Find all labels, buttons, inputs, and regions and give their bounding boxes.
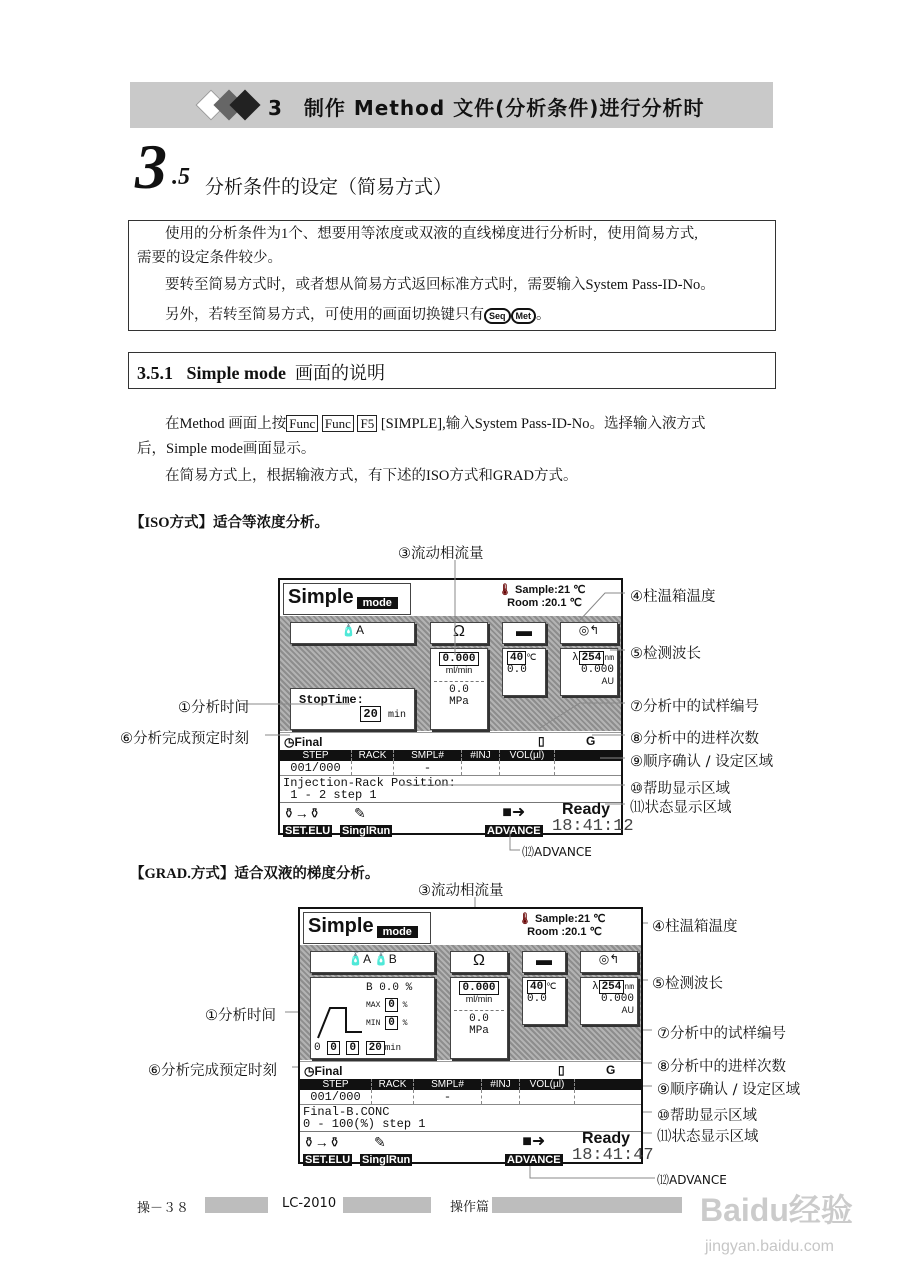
time-0: 0 bbox=[314, 1042, 321, 1054]
elution-icon: ⚱→⚱ bbox=[283, 805, 321, 821]
page-number: 操－３８ bbox=[137, 1201, 190, 1216]
detector-button[interactable] bbox=[580, 951, 638, 973]
flow-unit: ml/min bbox=[445, 665, 473, 675]
set-elu-label: SET.ELU bbox=[305, 1154, 351, 1166]
final-label: Final bbox=[314, 1064, 343, 1078]
stoptime-label: StopTime: bbox=[299, 693, 364, 707]
pct-unit: % bbox=[402, 1019, 408, 1028]
absorb-unit: AU bbox=[621, 1005, 634, 1015]
injection-icon: G bbox=[586, 734, 596, 748]
flow-value[interactable]: 0.000 bbox=[439, 652, 478, 666]
clock-icon: ◷ bbox=[284, 735, 295, 749]
callout-sequence: ⑨顺序确认 / 设定区域 bbox=[630, 754, 774, 770]
seq-key-icon: Seq bbox=[484, 308, 511, 324]
detector-icon: ◎↰ bbox=[598, 952, 620, 966]
wl-unit: nm bbox=[624, 983, 634, 992]
col-step: STEP bbox=[300, 1079, 372, 1090]
watermark-url: jingyan.baidu.com bbox=[705, 1238, 834, 1255]
cell-step: 001/000 bbox=[300, 1090, 372, 1104]
wavelength-value[interactable]: 254 bbox=[579, 651, 605, 665]
col-vol: VOL(µl) bbox=[520, 1079, 575, 1090]
col-step: STEP bbox=[280, 750, 352, 761]
callout-sample-no: ⑦分析中的试样编号 bbox=[630, 699, 759, 715]
callout-sequence: ⑨顺序确认 / 设定区域 bbox=[657, 1082, 801, 1098]
intro-text: 要转至简易方式时，或者想从简易方式返回标准方式时，需要输入System Pass-ID-No。 bbox=[165, 277, 715, 293]
para-text: 后，Simple mode画面显示。 bbox=[137, 441, 316, 457]
callout-help: ⑩帮助显示区域 bbox=[630, 781, 730, 797]
advance-label: ADVANCE bbox=[487, 825, 541, 837]
watermark-logo: Baidu经验 bbox=[700, 1192, 853, 1228]
cell-smpl: - bbox=[414, 1090, 482, 1104]
pct-unit: % bbox=[402, 1001, 408, 1010]
solvent-a-label: A bbox=[363, 952, 371, 966]
status-text: Ready bbox=[582, 1130, 631, 1147]
set-elu-button[interactable] bbox=[303, 1134, 352, 1166]
met-key-icon: Met bbox=[511, 308, 537, 324]
footer-bar bbox=[205, 1197, 268, 1213]
help-area bbox=[303, 1106, 425, 1130]
para-part: 在Method 画面上按 bbox=[165, 416, 287, 432]
time-1[interactable]: 0 bbox=[327, 1041, 340, 1055]
col-inj: #INJ bbox=[482, 1079, 520, 1090]
sequence-table-header bbox=[300, 1079, 641, 1090]
solvent-a-label: A bbox=[355, 623, 364, 637]
mode-badge: mode bbox=[377, 926, 418, 938]
temp-actual: 0.0 bbox=[507, 664, 527, 676]
vial-icon: ▯ bbox=[538, 734, 545, 748]
chapter-title: 3 制作 Method 文件(分析条件)进行分析时 bbox=[268, 96, 705, 120]
temp-unit: ℃ bbox=[546, 982, 557, 992]
room-temp: Room :20.1 ℃ bbox=[527, 926, 602, 938]
callout-oven-temp: ④柱温箱温度 bbox=[652, 919, 738, 935]
pct-unit: % bbox=[405, 982, 413, 994]
callout-help: ⑩帮助显示区域 bbox=[657, 1108, 757, 1124]
solvent-b-label: B bbox=[388, 952, 397, 966]
help-line: 1 - 2 step 1 bbox=[283, 788, 377, 802]
temp-panel bbox=[522, 977, 566, 1025]
help-line: 0 - 100(%) step 1 bbox=[303, 1117, 426, 1131]
elution-icon: ⚱→⚱ bbox=[303, 1134, 341, 1150]
intro-text: 使用的分析条件为1个、想要用等浓度或双液的直线梯度进行分析时，使用简易方式, bbox=[165, 226, 698, 242]
absorb-unit: AU bbox=[601, 676, 614, 686]
subsection-number: 3.5.1 bbox=[137, 363, 173, 383]
min-unit: min bbox=[387, 710, 406, 721]
vial-icon: ▯ bbox=[558, 1063, 565, 1077]
callout-wavelength: ⑤检测波长 bbox=[652, 976, 723, 992]
time-2[interactable]: 0 bbox=[346, 1041, 359, 1055]
subsection-title-cn: 画面的说明 bbox=[295, 363, 386, 384]
callout-sample-no: ⑦分析中的试样编号 bbox=[657, 1026, 786, 1042]
callout-status: ⑾状态显示区域 bbox=[630, 800, 732, 816]
clock-icon: ◷ bbox=[304, 1064, 315, 1078]
iso-heading: 【ISO方式】适合等浓度分析。 bbox=[130, 515, 329, 531]
cell-step: 001/000 bbox=[280, 761, 352, 775]
absorbance: 0.000 bbox=[600, 993, 634, 1005]
callout-flow: ③流动相流量 bbox=[418, 883, 504, 899]
cell-smpl: - bbox=[394, 761, 462, 775]
flow-panel bbox=[450, 977, 508, 1059]
temp-set-value[interactable]: 40 bbox=[507, 651, 526, 665]
wavelength-value[interactable]: 254 bbox=[599, 980, 625, 994]
min-value[interactable]: 0 bbox=[385, 1016, 398, 1030]
callout-oven-temp: ④柱温箱温度 bbox=[630, 589, 716, 605]
advance-arrow-icon: ■➜ bbox=[502, 804, 526, 821]
col-inj: #INJ bbox=[462, 750, 500, 761]
callout-finish-time: ⑥分析完成预定时刻 bbox=[120, 731, 249, 747]
section-number: 3 bbox=[135, 131, 167, 202]
singlrun-button[interactable] bbox=[360, 1134, 412, 1166]
stoptime-value[interactable]: 20 bbox=[366, 1041, 385, 1055]
help-line: Injection-Rack Position: bbox=[283, 776, 456, 790]
func-key: Func bbox=[322, 415, 354, 432]
callout-wavelength: ⑤检测波长 bbox=[630, 646, 701, 662]
footer-bar bbox=[492, 1197, 682, 1213]
flow-unit: ml/min bbox=[465, 994, 493, 1004]
detector-icon: ◎↰ bbox=[578, 623, 600, 637]
col-rack: RACK bbox=[352, 750, 394, 761]
grad-screen bbox=[298, 907, 654, 1166]
pressure-unit: MPa bbox=[449, 696, 469, 708]
col-rack: RACK bbox=[372, 1079, 414, 1090]
set-elu-label: SET.ELU bbox=[285, 825, 331, 837]
callout-status: ⑾状态显示区域 bbox=[657, 1129, 759, 1145]
callout-analysis-time: ①分析时间 bbox=[205, 1008, 276, 1024]
min-unit: min bbox=[384, 1043, 402, 1053]
callout-analysis-time: ①分析时间 bbox=[178, 700, 249, 716]
title-text: Simple bbox=[288, 586, 354, 608]
status-text: Ready bbox=[562, 801, 611, 818]
intro-text-part: 。 bbox=[536, 307, 551, 323]
callout-flow: ③流动相流量 bbox=[398, 546, 484, 562]
subsection-title-en: Simple mode bbox=[186, 363, 287, 383]
screen-title bbox=[303, 912, 431, 944]
max-value[interactable]: 0 bbox=[385, 998, 398, 1012]
pump-button[interactable] bbox=[450, 951, 508, 973]
syringe-icon: ✎ bbox=[374, 1134, 386, 1150]
sample-temp: Sample:21 ℃ bbox=[535, 913, 606, 925]
func-key: Func bbox=[286, 415, 318, 432]
section-number-sub: .5 bbox=[172, 164, 190, 190]
footer-part: 操作篇 bbox=[450, 1200, 490, 1215]
callout-advance: ⑿ADVANCE bbox=[657, 1173, 727, 1187]
f5-key: F5 bbox=[357, 415, 377, 432]
clock-time: 18:41:12 bbox=[552, 817, 634, 836]
intro-text: 需要的设定条件较少。 bbox=[137, 250, 282, 266]
gradient-panel bbox=[310, 977, 435, 1059]
flow-value[interactable]: 0.000 bbox=[459, 981, 498, 995]
final-bar bbox=[300, 1061, 641, 1079]
pressure-value: 0.0 bbox=[469, 1013, 489, 1025]
pump-icon: Ω bbox=[473, 952, 485, 969]
syringe-icon: ✎ bbox=[354, 805, 366, 821]
gradient-profile-icon bbox=[316, 998, 364, 1040]
min-label: MIN bbox=[366, 1019, 381, 1028]
sample-temp: Sample:21 ℃ bbox=[515, 584, 586, 596]
advance-label: ADVANCE bbox=[507, 1154, 561, 1166]
wl-unit: nm bbox=[604, 654, 614, 663]
help-line: Final-B.CONC bbox=[303, 1105, 390, 1119]
col-smpl: SMPL# bbox=[414, 1079, 482, 1090]
detector-panel bbox=[580, 977, 638, 1025]
stoptime-value[interactable]: 20 bbox=[360, 706, 380, 722]
callout-inj-count: ⑧分析中的进样次数 bbox=[657, 1059, 786, 1075]
section-title: 分析条件的设定（简易方式） bbox=[205, 176, 453, 198]
col-smpl: SMPL# bbox=[394, 750, 462, 761]
solvent-a-button[interactable]: 🧴A bbox=[290, 622, 415, 644]
callout-finish-time: ⑥分析完成预定时刻 bbox=[148, 1063, 277, 1079]
pump-icon: Ω bbox=[453, 623, 465, 640]
temp-set-value[interactable]: 40 bbox=[527, 980, 546, 994]
injection-icon: G bbox=[606, 1063, 616, 1077]
temp-unit: ℃ bbox=[526, 653, 537, 663]
column-icon: ▬ bbox=[516, 623, 532, 640]
footer-bar bbox=[343, 1197, 431, 1213]
callout-inj-count: ⑧分析中的进样次数 bbox=[630, 731, 759, 747]
singlrun-label: SinglRun bbox=[342, 825, 391, 837]
absorbance: 0.000 bbox=[580, 664, 614, 676]
grad-heading: 【GRAD.方式】适合双液的梯度分析。 bbox=[130, 866, 380, 882]
para-text: 在简易方式上，根据输液方式，有下述的ISO方式和GRAD方式。 bbox=[165, 468, 578, 484]
temperature-readout bbox=[518, 913, 605, 939]
lambda-label: λ bbox=[591, 981, 599, 993]
advance-button[interactable] bbox=[505, 1134, 563, 1168]
advance-arrow-icon: ■➜ bbox=[522, 1133, 546, 1150]
para-part: [SIMPLE],输入System Pass-ID-No。选择输入液方式 bbox=[380, 416, 706, 432]
pressure-value: 0.0 bbox=[449, 684, 469, 696]
clock-time: 18:41:47 bbox=[572, 1146, 654, 1165]
solvent-ab-button[interactable]: 🧴A 🧴B bbox=[310, 951, 435, 973]
thermometer-icon: 🌡 bbox=[518, 913, 532, 925]
column-icon: ▬ bbox=[536, 952, 552, 969]
lambda-label: λ bbox=[571, 652, 579, 664]
thermometer-icon: 🌡 bbox=[498, 584, 512, 596]
intro-text-part: 另外，若转至简易方式，可使用的画面切换键只有 bbox=[165, 307, 484, 323]
mode-badge: mode bbox=[357, 597, 398, 609]
table-row[interactable] bbox=[300, 1090, 641, 1105]
pressure-unit: MPa bbox=[469, 1025, 489, 1037]
callout-advance: ⑿ADVANCE bbox=[522, 845, 592, 859]
column-oven-button[interactable] bbox=[522, 951, 566, 973]
max-label: MAX bbox=[366, 1001, 381, 1010]
temp-actual: 0.0 bbox=[527, 993, 547, 1005]
footer-product: LC-2010 bbox=[282, 1196, 337, 1211]
col-vol: VOL(µl) bbox=[500, 750, 555, 761]
b-conc: B 0.0 bbox=[366, 982, 400, 994]
final-label: Final bbox=[294, 735, 323, 749]
singlrun-label: SinglRun bbox=[362, 1154, 411, 1166]
room-temp: Room :20.1 ℃ bbox=[507, 597, 582, 609]
title-text: Simple bbox=[308, 915, 374, 937]
